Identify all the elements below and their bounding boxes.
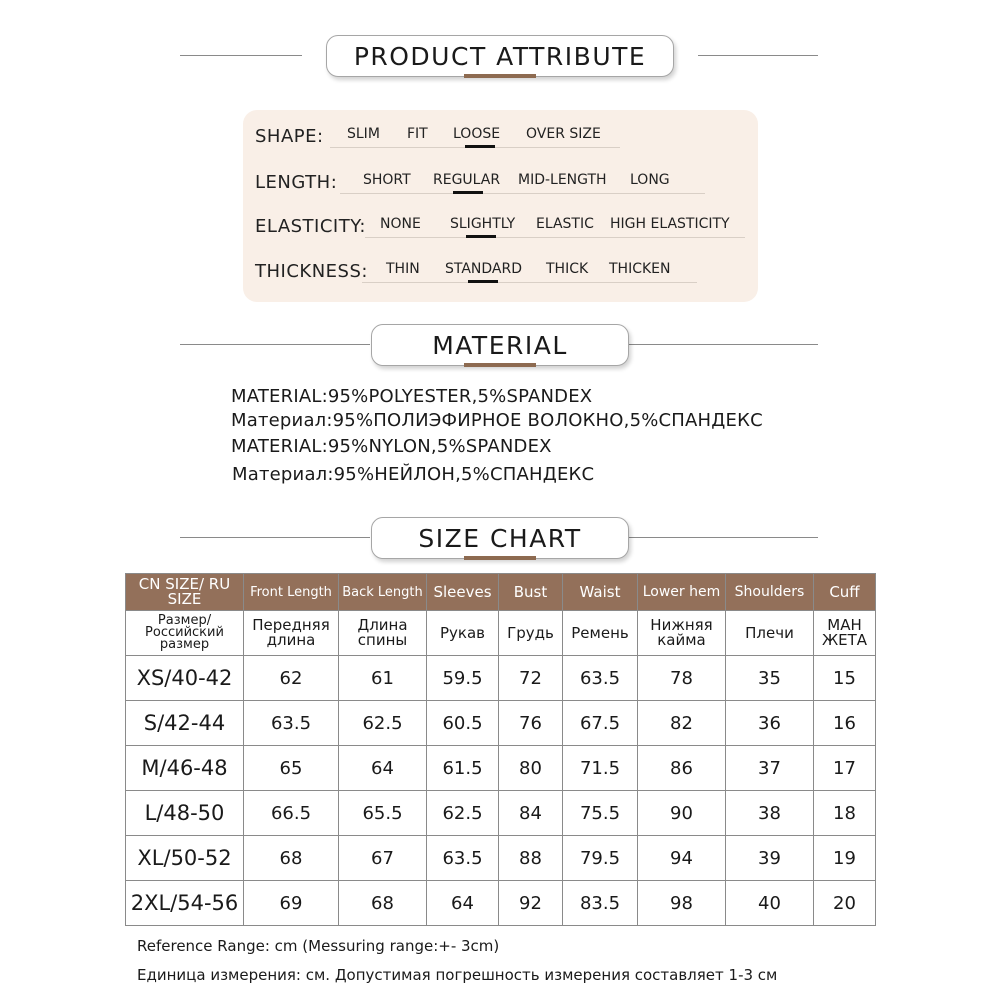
value-cell: 39	[726, 836, 814, 881]
value-cell: 84	[499, 791, 563, 836]
attr-option: THIN	[386, 261, 420, 277]
value-cell: 94	[638, 836, 726, 881]
attr-option: MID-LENGTH	[518, 172, 607, 188]
value-cell: 80	[499, 746, 563, 791]
value-cell: 18	[814, 791, 876, 836]
value-cell: 59.5	[427, 656, 499, 701]
attribute-title-box	[326, 35, 674, 77]
size-title-left-rule	[180, 537, 370, 538]
material-title: MATERIAL	[432, 330, 568, 360]
size-title: SIZE CHART	[418, 523, 582, 553]
material-title-left-rule	[180, 344, 370, 345]
attr-rule	[362, 282, 697, 283]
attr-option-selected: LOOSE	[453, 126, 501, 142]
size-cell: XL/50-52	[126, 836, 244, 881]
material-label: Материал:	[232, 464, 334, 485]
attr-selected-marker	[468, 280, 498, 283]
value-cell: 66.5	[244, 791, 339, 836]
reference-note-en: Reference Range: cm (Messuring range:+- 3cm)	[137, 937, 500, 955]
size-title-right-rule	[628, 537, 818, 538]
value-cell: 17	[814, 746, 876, 791]
value-cell: 20	[814, 881, 876, 926]
size-cell: XS/40-42	[126, 656, 244, 701]
attr-option: HIGH ELASTICITY	[610, 216, 730, 232]
material-line-1	[231, 386, 592, 407]
attr-selected-marker	[466, 235, 496, 238]
header-cell-ru: Размер/ Российский размер	[126, 611, 244, 656]
header-row-ru	[126, 611, 876, 656]
header-cell: Bust	[499, 574, 563, 611]
value-cell: 40	[726, 881, 814, 926]
attr-option: THICK	[546, 261, 589, 277]
header-cell: CN SIZE/ RU SIZE	[126, 574, 244, 611]
value-cell: 65	[244, 746, 339, 791]
header-cell-ru: Грудь	[499, 611, 563, 656]
value-cell: 63.5	[427, 836, 499, 881]
table-row	[126, 791, 876, 836]
material-line-3	[231, 436, 552, 457]
attr-label-length: LENGTH:	[255, 172, 338, 193]
value-cell: 69	[244, 881, 339, 926]
attr-rule	[340, 193, 705, 194]
table-row	[126, 701, 876, 746]
value-cell: 88	[499, 836, 563, 881]
size-cell: S/42-44	[126, 701, 244, 746]
attr-option: ELASTIC	[536, 216, 594, 232]
material-line-4	[232, 464, 594, 485]
size-cell: L/48-50	[126, 791, 244, 836]
table-row	[126, 836, 876, 881]
material-label: MATERIAL:	[231, 436, 328, 457]
attr-option: NONE	[380, 216, 421, 232]
value-cell: 16	[814, 701, 876, 746]
material-label: MATERIAL:	[231, 386, 328, 407]
material-title-right-rule	[628, 344, 818, 345]
attr-option-selected: SLIGHTLY	[450, 216, 516, 232]
value-cell: 63.5	[244, 701, 339, 746]
attribute-title-right-rule	[698, 55, 818, 56]
reference-note-ru: Единица измерения: см. Допустимая погрешность измерения составляет 1-3 см	[137, 966, 778, 984]
value-cell: 65.5	[339, 791, 427, 836]
value-cell: 36	[726, 701, 814, 746]
material-label: Материал:	[231, 410, 333, 431]
table-row	[126, 746, 876, 791]
material-value: 95%НЕЙЛОН,5%СПАНДЕКС	[333, 464, 595, 485]
table-row	[126, 656, 876, 701]
material-line-2	[231, 410, 763, 431]
value-cell: 67.5	[563, 701, 638, 746]
attr-selected-marker	[465, 145, 495, 148]
header-cell: Shoulders	[726, 574, 814, 611]
size-cell: 2XL/54-56	[126, 881, 244, 926]
value-cell: 64	[339, 746, 427, 791]
header-row-en	[126, 574, 876, 611]
value-cell: 35	[726, 656, 814, 701]
attr-option: THICKEN	[609, 261, 671, 277]
header-cell: Front Length	[244, 574, 339, 611]
value-cell: 68	[244, 836, 339, 881]
header-cell: Sleeves	[427, 574, 499, 611]
value-cell: 62	[244, 656, 339, 701]
material-value: 95%NYLON,5%SPANDEX	[327, 436, 552, 457]
value-cell: 92	[499, 881, 563, 926]
header-cell-ru: Нижняя кайма	[638, 611, 726, 656]
value-cell: 76	[499, 701, 563, 746]
attr-label-shape: SHAPE:	[255, 126, 324, 147]
value-cell: 78	[638, 656, 726, 701]
value-cell: 60.5	[427, 701, 499, 746]
header-cell-ru: Ремень	[563, 611, 638, 656]
attr-option: SHORT	[363, 172, 411, 188]
value-cell: 61	[339, 656, 427, 701]
attribute-title-left-rule	[180, 55, 302, 56]
header-cell-ru: Передняя длина	[244, 611, 339, 656]
value-cell: 67	[339, 836, 427, 881]
value-cell: 82	[638, 701, 726, 746]
attr-label-elasticity: ELASTICITY:	[255, 216, 366, 237]
size-title-accent	[464, 556, 536, 560]
attr-label-thickness: THICKNESS:	[255, 261, 368, 282]
size-title-box	[371, 517, 629, 559]
value-cell: 62.5	[339, 701, 427, 746]
header-cell: Waist	[563, 574, 638, 611]
value-cell: 68	[339, 881, 427, 926]
attr-option-selected: STANDARD	[445, 261, 523, 277]
material-value: 95%POLYESTER,5%SPANDEX	[327, 386, 593, 407]
header-cell-ru: Длина спины	[339, 611, 427, 656]
value-cell: 61.5	[427, 746, 499, 791]
header-cell-ru: Рукав	[427, 611, 499, 656]
header-cell: Back Length	[339, 574, 427, 611]
value-cell: 62.5	[427, 791, 499, 836]
value-cell: 86	[638, 746, 726, 791]
header-cell: Cuff	[814, 574, 876, 611]
size-cell: M/46-48	[126, 746, 244, 791]
header-cell: Lower hem	[638, 574, 726, 611]
attribute-title: PRODUCT ATTRIBUTE	[353, 41, 647, 71]
value-cell: 72	[499, 656, 563, 701]
value-cell: 37	[726, 746, 814, 791]
attr-selected-marker	[453, 191, 483, 194]
value-cell: 79.5	[563, 836, 638, 881]
material-title-box	[371, 324, 629, 366]
attribute-title-accent	[464, 74, 536, 78]
attr-option: OVER SIZE	[526, 126, 601, 142]
value-cell: 71.5	[563, 746, 638, 791]
attr-option: SLIM	[347, 126, 380, 142]
value-cell: 38	[726, 791, 814, 836]
value-cell: 15	[814, 656, 876, 701]
value-cell: 90	[638, 791, 726, 836]
attr-option: LONG	[630, 172, 670, 188]
attr-rule	[365, 237, 745, 238]
attr-option: FIT	[407, 126, 428, 142]
material-title-accent	[464, 363, 536, 367]
value-cell: 63.5	[563, 656, 638, 701]
material-value: 95%ПОЛИЭФИРНОЕ ВОЛОКНО,5%СПАНДЕКС	[332, 410, 763, 431]
header-cell-ru: МАН ЖЕТА	[814, 611, 876, 656]
header-cell-ru: Плечи	[726, 611, 814, 656]
value-cell: 98	[638, 881, 726, 926]
attr-option-selected: REGULAR	[433, 172, 501, 188]
value-cell: 19	[814, 836, 876, 881]
value-cell: 83.5	[563, 881, 638, 926]
table-row	[126, 881, 876, 926]
value-cell: 64	[427, 881, 499, 926]
size-chart-table	[125, 573, 876, 926]
value-cell: 75.5	[563, 791, 638, 836]
